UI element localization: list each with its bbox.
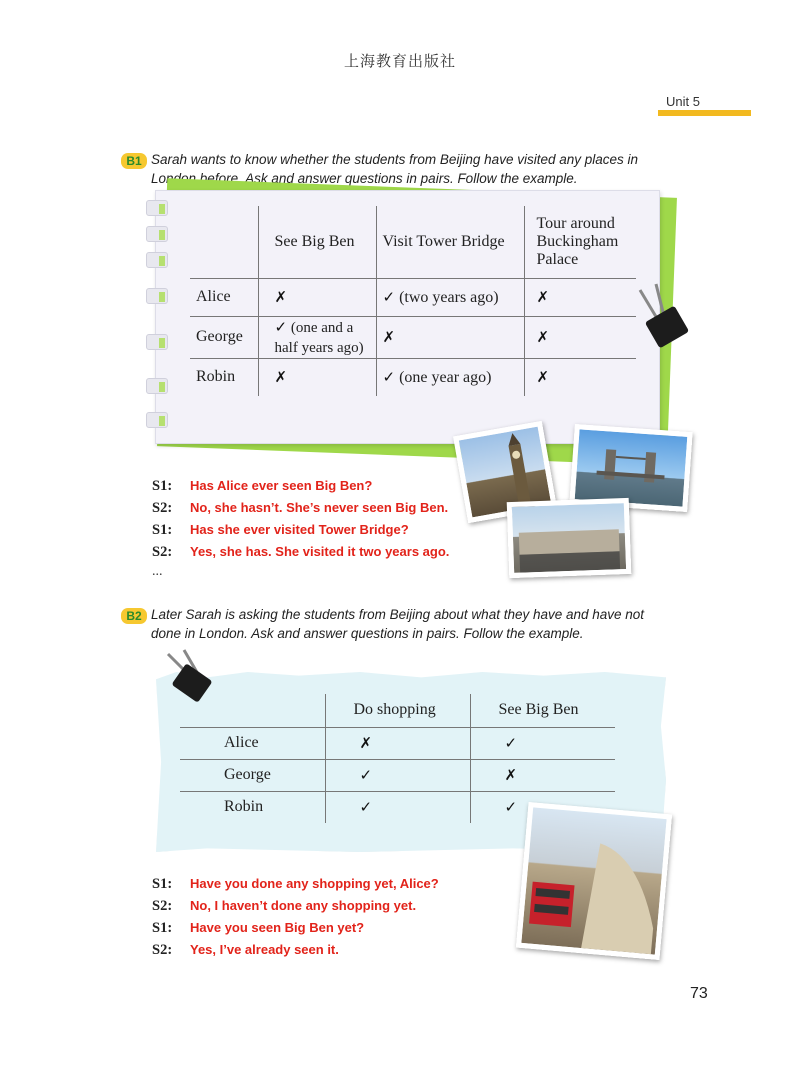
buckingham-palace-photo [507,498,632,578]
continuation-ellipsis: ... [152,564,163,579]
cross-mark: ✗ [536,367,550,386]
b1-col-visit-tower-bridge: Visit Tower Bridge [376,206,524,278]
speaker-label: S1: [152,876,173,892]
check-mark: ✓ [382,287,396,306]
b2-col-see-big-ben: See Big Ben [470,694,615,727]
dialogue-line [152,497,449,519]
b2-header-empty [180,694,325,727]
visit-note-line-1: (one and a [290,319,354,336]
b1-header-empty [190,206,258,278]
notepad-tab [146,412,168,428]
cross-mark: ✗ [382,327,396,346]
b1-col-tour-line-2: Buckingham [536,232,619,250]
red-bus-icon [521,807,666,954]
table-row [180,727,615,759]
publisher-name: 上海教育出版社 [343,52,456,70]
dialogue-text: Has Alice ever seen Big Ben? [190,478,373,493]
palace-building-icon [512,503,626,573]
row-name: Robin [224,798,264,816]
b1-col-tour-line-3: Palace [536,250,579,268]
b1-col-tour-line-1: Tour around [536,214,615,232]
unit-label: Unit 5 [666,94,700,109]
cross-mark: ✗ [274,367,288,386]
b2-table-header [180,694,615,727]
speaker-label: S2: [152,942,173,958]
check-mark: ✓ [504,733,518,752]
dialogue-line [152,541,449,563]
dialogue-text: Yes, she has. She visited it two years ago. [190,544,450,559]
unit-accent-bar [658,110,751,116]
dialogue-line [152,917,439,939]
b1-badge: B1 [121,153,147,169]
row-name: Robin [196,368,236,386]
dialogue-text: Has she ever visited Tower Bridge? [190,522,409,537]
b1-instruction-line-1: Sarah wants to know whether the students from Beijing have visited any places in [151,152,639,167]
notepad-tab [146,226,168,242]
notepad-tab [146,288,168,304]
notepad-tab [146,252,168,268]
b1-table [190,206,636,396]
b2-instruction-line-2: done in London. Ask and answer questions in pairs. Follow the example. [151,626,584,641]
row-name: Alice [180,727,325,759]
speaker-label: S2: [152,544,173,560]
dialogue-text: Have you done any shopping yet, Alice? [190,876,439,891]
notepad-tab [146,334,168,350]
dialogue-line [152,895,439,917]
b1-table-header [190,206,636,278]
row-name: George [180,759,325,791]
speaker-label: S1: [152,920,173,936]
table-row [190,358,636,396]
cross-mark: ✗ [274,287,288,306]
b1-dialogue [152,475,449,563]
speaker-label: S1: [152,522,173,538]
check-mark: ✓ [382,367,396,386]
check-mark: ✓ [504,797,518,816]
b2-instruction-line-1: Later Sarah is asking the students from Beijing about what they have and have not [151,607,645,622]
regent-street-photo [516,802,672,960]
b2-dialogue [152,873,439,961]
b1-instruction-line-2: London before. Ask and answer questions in pairs. Follow the example. [151,171,578,186]
speaker-label: S2: [152,898,173,914]
dialogue-line [152,939,439,961]
cross-mark: ✗ [536,287,550,306]
dialogue-text: No, I haven’t done any shopping yet. [190,898,417,913]
dialogue-line [152,519,449,541]
visit-note: (one year ago) [399,368,492,386]
b2-instructions [151,605,711,643]
tower-bridge-icon [575,429,688,506]
b1-col-tour-buckingham [524,206,636,278]
visit-note: (two years ago) [399,288,499,306]
row-name: Alice [190,278,258,316]
speaker-label: S2: [152,500,173,516]
check-mark: ✓ [274,317,288,336]
binder-clip-icon [634,280,700,352]
dialogue-text: Yes, I’ve already seen it. [190,942,339,957]
dialogue-text: No, she hasn’t. She’s never seen Big Ben. [190,500,449,515]
cross-mark: ✗ [359,733,373,752]
page-number: 73 [690,985,708,1002]
notepad-tab [146,378,168,394]
speaker-label: S1: [152,478,173,494]
cross-mark: ✗ [504,765,518,784]
visit-note-line-2: half years ago) [274,339,364,356]
table-row [190,278,636,316]
b1-col-see-big-ben: See Big Ben [258,206,376,278]
dialogue-line [152,475,449,497]
cross-mark: ✗ [536,327,550,346]
check-mark: ✓ [359,765,373,784]
b2-col-do-shopping: Do shopping [325,694,470,727]
table-row [190,316,636,358]
row-name: George [190,316,258,358]
b2-badge: B2 [121,608,147,624]
dialogue-line [152,873,439,895]
check-mark: ✓ [359,797,373,816]
dialogue-text: Have you seen Big Ben yet? [190,920,365,935]
table-row [180,759,615,791]
notepad-tab [146,200,168,216]
